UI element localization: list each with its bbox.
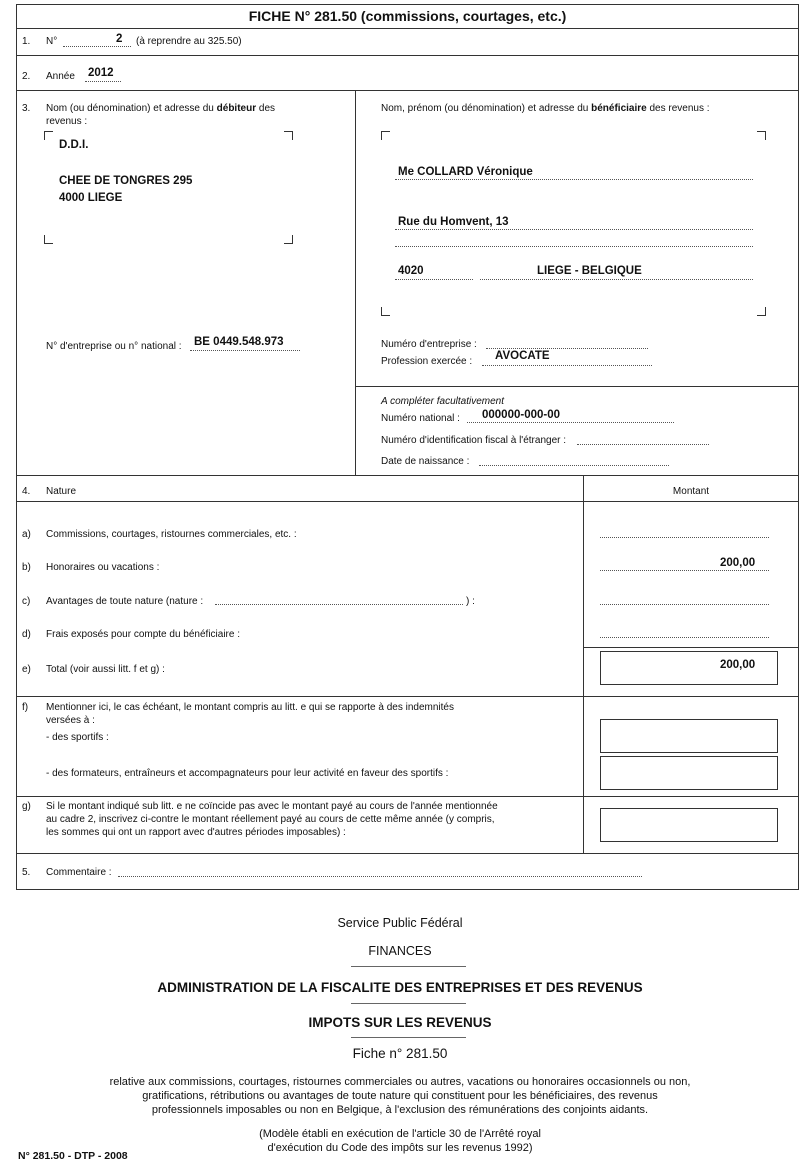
national-dots (467, 422, 674, 423)
s3-num: 3. (22, 103, 31, 114)
comment-line[interactable] (118, 876, 642, 877)
enterprise-label: Numéro d'entreprise : (381, 339, 477, 350)
footer-rule (351, 966, 466, 967)
row-c-label: Avantages de toute nature (nature : (46, 596, 204, 607)
s2-dots (85, 81, 121, 82)
national-label: Numéro national : (381, 413, 460, 424)
row-f-line1: Mentionner ici, le cas échéant, le montant compris au litt. e qui se rapporte à des indemnités (46, 702, 454, 713)
form-title: FICHE N° 281.50 (commissions, courtages, etc.) (248, 8, 567, 24)
divider (16, 475, 799, 476)
divider (16, 55, 799, 56)
beneficiary-city[interactable]: LIEGE - BELGIQUE (537, 265, 642, 277)
divider (355, 386, 799, 387)
benef-postcode-line (395, 279, 473, 280)
footer-spf: Service Public Fédéral (337, 916, 463, 930)
divider (16, 501, 799, 502)
corner-mark (381, 307, 390, 316)
s5-label: Commentaire : (46, 867, 112, 878)
row-c-letter: c) (22, 596, 31, 607)
debtor-label-pre: Nom (ou dénomination) et adresse du (46, 103, 217, 114)
birth-dots (479, 465, 669, 466)
debtor-label (46, 103, 275, 115)
debtor-label-line2: revenus : (46, 116, 88, 127)
debtor-label-post: des (256, 103, 276, 114)
benef-label-pre: Nom, prénom (ou dénomination) et adresse du (381, 103, 592, 114)
s2-label: Année (46, 71, 75, 82)
corner-mark (284, 131, 293, 140)
footer-rule (351, 1037, 466, 1038)
amount-d-line[interactable] (600, 637, 769, 638)
corner-mark (757, 131, 766, 140)
benef-line-1 (395, 179, 753, 180)
footer-model-2: d'exécution du Code des impôts sur les revenus 1992) (267, 1142, 533, 1154)
row-a-label: Commissions, courtages, ristournes commerciales, etc. : (46, 529, 297, 540)
row-f-line3: - des sportifs : (46, 732, 109, 743)
optional-title: A compléter facultativement (381, 396, 505, 407)
year-value[interactable]: 2012 (88, 67, 114, 79)
profession-label: Profession exercée : (381, 356, 473, 367)
row-f-line2: versées à : (46, 715, 95, 726)
benef-city-line (480, 279, 753, 280)
corner-mark (757, 307, 766, 316)
debtor-city[interactable]: 4000 LIEGE (59, 192, 123, 204)
footer-desc-3: professionnels imposables ou non en Belgique, à l'exclusion des rémunérations des conjoints aidants. (151, 1104, 649, 1116)
footer-desc-2: gratifications, rétributions ou avantages de toute nature qui constituent pour les bénéficiaires, des revenus (142, 1090, 658, 1102)
divider (16, 28, 799, 29)
divider (16, 696, 799, 697)
birth-label: Date de naissance : (381, 456, 470, 467)
s1-note: (à reprendre au 325.50) (136, 36, 242, 47)
footer-finances: FINANCES (368, 944, 432, 958)
paid-amount-box[interactable] (600, 808, 778, 842)
sportifs-amount-box[interactable] (600, 719, 778, 753)
divider (16, 853, 799, 854)
benef-label-post: des revenus : (646, 103, 710, 114)
national-value[interactable]: 000000-000-00 (482, 409, 561, 421)
footer-rule (351, 1003, 466, 1004)
beneficiary-postcode[interactable]: 4020 (398, 265, 424, 277)
s1-dots (63, 46, 131, 47)
debtor-id-value[interactable]: BE 0449.548.973 (194, 336, 284, 348)
fiche-number-value[interactable]: 2 (116, 33, 123, 45)
corner-mark (44, 131, 53, 140)
row-e-label: Total (voir aussi litt. f et g) : (46, 664, 165, 675)
foreign-id-dots (577, 444, 709, 445)
beneficiary-label (381, 103, 710, 115)
enterprise-dots (486, 348, 648, 349)
total-value: 200,00 (720, 659, 756, 671)
foreign-id-label: Numéro d'identification fiscal à l'étranger : (381, 435, 567, 446)
debtor-name[interactable]: D.D.I. (59, 139, 89, 151)
beneficiary-street[interactable]: Rue du Homvent, 13 (398, 216, 509, 228)
debtor-label-bold: débiteur (216, 103, 257, 114)
divider (16, 90, 799, 91)
row-d-letter: d) (22, 629, 31, 640)
row-a-letter: a) (22, 529, 31, 540)
trainers-amount-box[interactable] (600, 756, 778, 790)
footer-fiche: Fiche n° 281.50 (352, 1046, 448, 1061)
corner-mark (381, 131, 390, 140)
form-code: N° 281.50 - DTP - 2008 (18, 1150, 128, 1162)
s1-num: 1. (22, 36, 31, 47)
amount-b-value[interactable]: 200,00 (720, 557, 756, 569)
profession-value[interactable]: AVOCATE (495, 350, 550, 362)
s1-label: N° (46, 36, 58, 47)
beneficiary-name[interactable]: Me COLLARD Véronique (398, 166, 533, 178)
debtor-id-dots (190, 350, 300, 351)
row-f-line4: - des formateurs, entraîneurs et accompagnateurs pour leur activité en faveur des sportifs : (46, 768, 449, 779)
amount-b-line (600, 570, 769, 571)
profession-dots (482, 365, 652, 366)
debtor-id-label: N° d'entreprise ou n° national : (46, 341, 182, 352)
row-g-line1: Si le montant indiqué sub litt. e ne coïncide pas avec le montant payé au cours de l'année mentionnée (46, 801, 498, 812)
benef-line-2 (395, 229, 753, 230)
row-f-letter: f) (22, 702, 29, 713)
row-b-letter: b) (22, 562, 31, 573)
footer-admin: ADMINISTRATION DE LA FISCALITE DES ENTREPRISES ET DES REVENUS (157, 980, 643, 995)
divider (16, 796, 799, 797)
corner-mark (284, 235, 293, 244)
amount-a-line[interactable] (600, 537, 769, 538)
footer-desc-1: relative aux commissions, courtages, ristournes commerciales ou autres, vacations ou honoraires occasionnels ou non, (109, 1076, 691, 1088)
benef-label-bold: bénéficiaire (591, 103, 647, 114)
s4-num: 4. (22, 486, 31, 497)
row-d-label: Frais exposés pour compte du bénéficiaire : (46, 629, 240, 640)
amount-c-line[interactable] (600, 604, 769, 605)
s4-label: Nature (46, 486, 77, 497)
row-g-line3: les sommes qui ont un rapport avec d'autres périodes imposables) : (46, 827, 346, 838)
row-g-letter: g) (22, 801, 31, 812)
s5-num: 5. (22, 867, 31, 878)
row-g-line2: au cadre 2, inscrivez ci-contre le montant réellement payé au cours de cette même année (y compris, (46, 814, 495, 825)
row-c-label-end: ) : (466, 596, 475, 607)
benef-line-3 (395, 246, 753, 247)
row-e-letter: e) (22, 664, 31, 675)
s2-num: 2. (22, 71, 31, 82)
divider (583, 647, 799, 648)
corner-mark (44, 235, 53, 244)
row-b-label: Honoraires ou vacations : (46, 562, 160, 573)
row-c-nature-line (215, 604, 463, 605)
amount-header: Montant (672, 486, 710, 497)
debtor-street[interactable]: CHEE DE TONGRES 295 (59, 175, 193, 187)
footer-impots: IMPOTS SUR LES REVENUS (308, 1015, 492, 1030)
s3-divider (355, 90, 356, 475)
footer-model-1: (Modèle établi en exécution de l'article 30 de l'Arrêté royal (259, 1128, 541, 1140)
